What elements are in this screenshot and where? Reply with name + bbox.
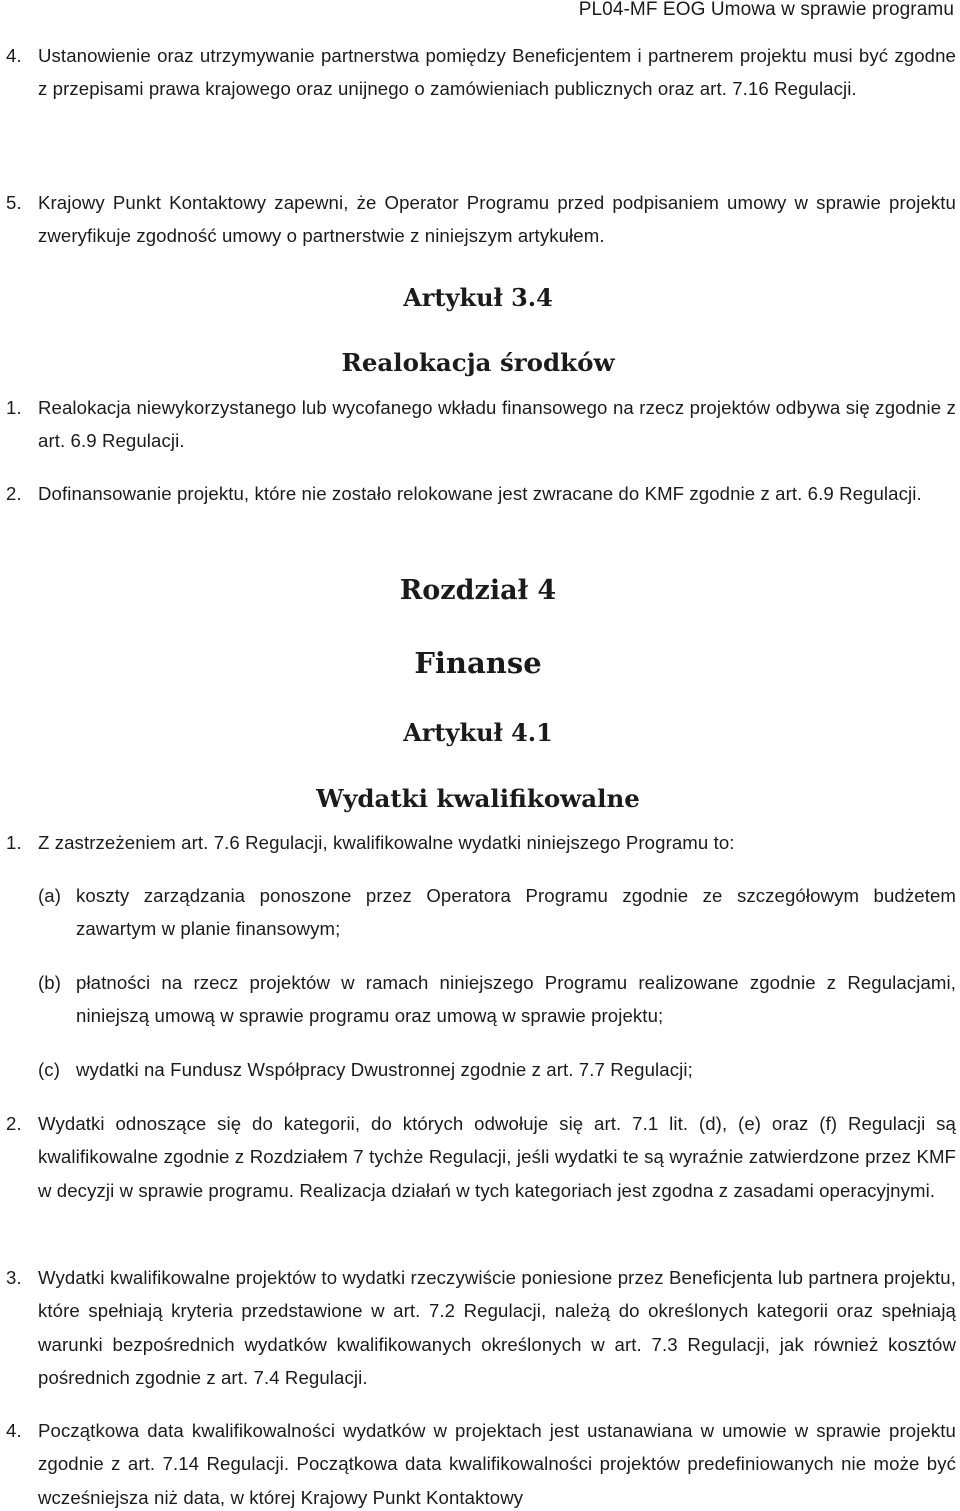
art41-paragraph-2 (0, 1107, 956, 1207)
paragraph-text: Z zastrzeżeniem art. 7.6 Regulacji, kwalifikowalne wydatki niniejszego Programu to: (38, 832, 735, 853)
paragraph-text: Ustanowienie oraz utrzymywanie partnerstwa pomiędzy Beneficjentem i partnerem projektu musi być zgodne z przepisami prawa krajowego oraz unijnego o zamówieniach publicznych oraz art. 7.16 Regulacji. (38, 45, 956, 100)
paragraph-text: Dofinansowanie projektu, które nie zostało relokowane jest zwracane do KMF zgodnie z art. 6.9 Regulacji. (38, 483, 922, 504)
art34-paragraph-2 (0, 477, 956, 510)
paragraph-text: Realokacja niewykorzystanego lub wycofanego wkładu finansowego na rzecz projektów odbywa się zgodnie z art. 6.9 Regulacji. (38, 397, 956, 452)
paragraph-number: 2. (6, 1113, 22, 1134)
art41-paragraph-3 (0, 1261, 956, 1395)
paragraph-number: 4. (6, 1420, 22, 1441)
article-3-4-heading: Artykuł 3.4 (403, 283, 553, 312)
paragraph-text: Krajowy Punkt Kontaktowy zapewni, że Operator Programu przed podpisaniem umowy w sprawie projektu zweryfikuje zgodność umowy o partnerstwie z niniejszym artykułem. (38, 192, 956, 247)
paragraph-number: 1. (6, 832, 22, 853)
art41-item-a (0, 879, 956, 946)
paragraph-text: Początkowa data kwalifikowalności wydatków w projektach jest ustanawiana w umowie w sprawie projektu zgodnie z art. 7.14 Regulacji. Początkowa data kwalifikowalności projektów predefiniowanych nie może być wcześniejsza niż data, w której Krajowy Punkt Kontaktowy (38, 1420, 956, 1508)
paragraph-number: 4. (6, 45, 22, 66)
paragraph-number: 2. (6, 483, 22, 504)
paragraph-number: 3. (6, 1267, 22, 1288)
paragraph-number: 5. (6, 192, 22, 213)
article-4-1-heading: Artykuł 4.1 (403, 718, 553, 747)
paragraph-text: Wydatki odnoszące się do kategorii, do których odwołuje się art. 7.1 lit. (d), (e) oraz (f) Regulacji są kwalifikowalne zgodnie z Rozdziałem 7 tychże Regulacji, jeśli wydatki te są wyraźnie zatwierdzone przez KMF w decyzji w sprawie programu. Realizacja działań w tych kategoriach jest zgodna z zasadami operacyjnymi. (38, 1113, 956, 1201)
running-header: PL04-MF EOG Umowa w sprawie programu (578, 0, 954, 20)
art41-item-c (0, 1053, 956, 1086)
item-label: (c) (38, 1059, 60, 1080)
paragraph-4 (0, 39, 956, 106)
paragraph-text: Wydatki kwalifikowalne projektów to wydatki rzeczywiście poniesione przez Beneficjenta lub partnera projektu, które spełniają kryteria przedstawione w art. 7.2 Regulacji, należą do określonych kategorii oraz spełniają warunki bezpośrednich wydatków kwalifikowanych określonych w art. 7.3 Regulacji, jak również kosztów pośrednich zgodnie z art. 7.4 Regulacji. (38, 1267, 956, 1389)
item-text: koszty zarządzania ponoszone przez Operatora Programu zgodnie ze szczegółowym budżetem zawartym w planie finansowym; (76, 885, 956, 940)
article-4-1-title: Wydatki kwalifikowalne (316, 784, 640, 813)
article-3-4-title: Realokacja środków (341, 348, 615, 377)
item-label: (b) (38, 972, 62, 993)
art41-item-b (0, 966, 956, 1033)
item-text: wydatki na Fundusz Współpracy Dwustronnej zgodnie z art. 7.7 Regulacji; (76, 1059, 693, 1080)
art41-paragraph-4 (0, 1414, 956, 1511)
paragraph-5 (0, 186, 956, 253)
art41-paragraph-1 (0, 826, 956, 859)
paragraph-number: 1. (6, 397, 22, 418)
art34-paragraph-1 (0, 391, 956, 458)
item-label: (a) (38, 885, 62, 906)
chapter-4-title: Finanse (414, 646, 542, 680)
item-text: płatności na rzecz projektów w ramach niniejszego Programu realizowane zgodnie z Regulacjami, niniejszą umową w sprawie programu oraz umową w sprawie projektu; (76, 972, 956, 1027)
chapter-4-heading: Rozdział 4 (399, 575, 557, 606)
